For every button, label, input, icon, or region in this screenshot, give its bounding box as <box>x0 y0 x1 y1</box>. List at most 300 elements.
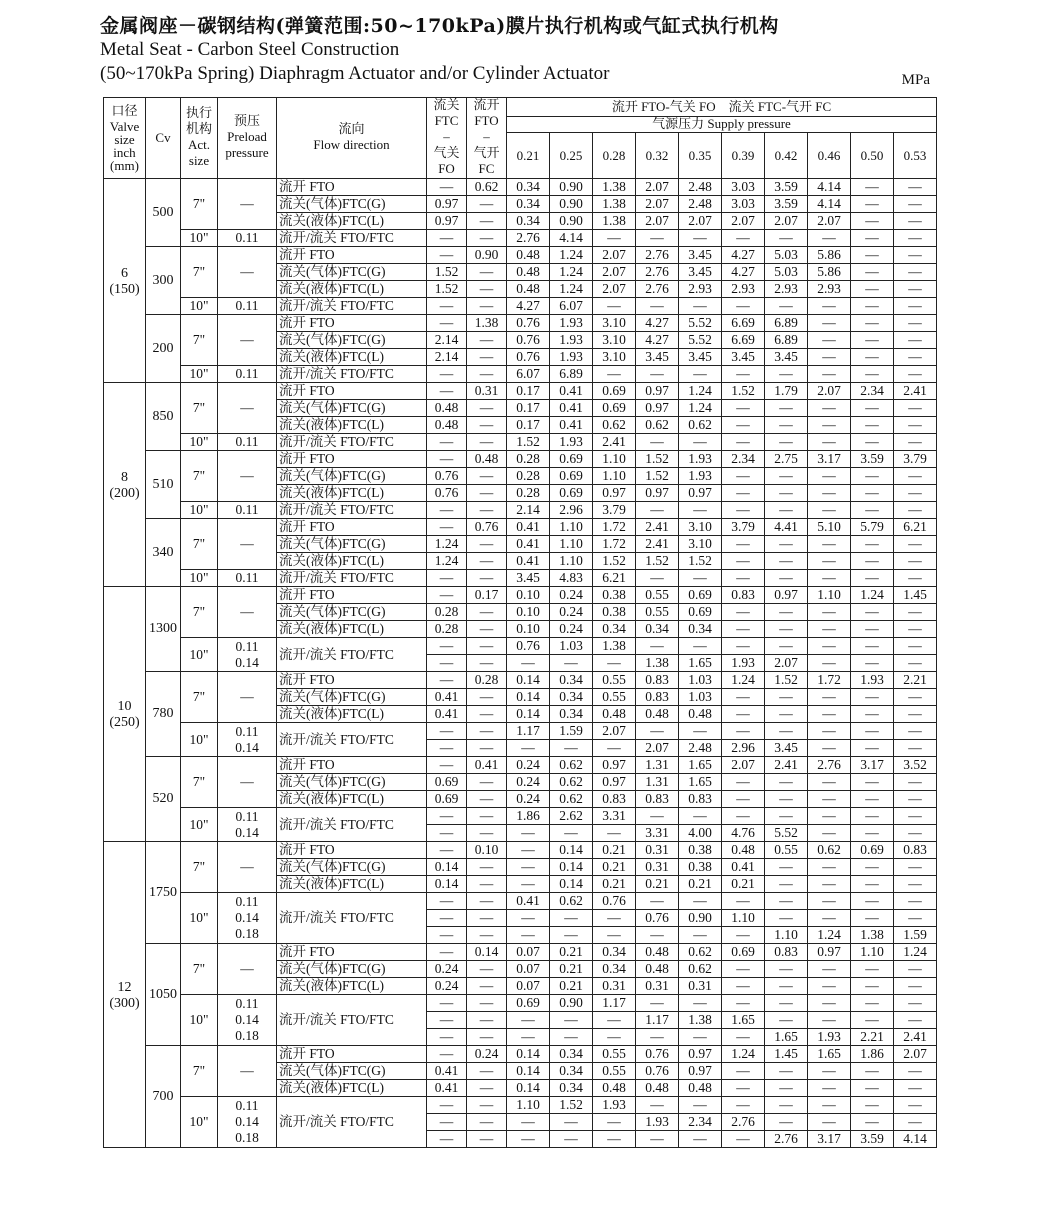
ftc-fo-cell: — <box>427 944 467 961</box>
value-cell: 1.93 <box>722 655 765 672</box>
ftc-fo-cell: 0.41 <box>427 689 467 706</box>
fto-fc-cell: — <box>467 791 507 808</box>
flow-direction-cell: 流开 FTO <box>277 757 427 774</box>
flow-direction-cell: 流开 FTO <box>277 672 427 689</box>
value-cell: — <box>636 927 679 944</box>
value-cell: — <box>550 1131 593 1148</box>
ftc-fo-cell: — <box>427 757 467 774</box>
value-cell: — <box>894 1097 937 1114</box>
table-row <box>104 519 937 536</box>
value-cell: 0.97 <box>765 587 808 604</box>
value-cell: 0.31 <box>679 978 722 995</box>
value-cell: — <box>722 978 765 995</box>
value-cell: 2.41 <box>636 536 679 553</box>
value-cell: 1.93 <box>550 434 593 451</box>
value-cell: 0.21 <box>679 876 722 893</box>
value-cell: 3.45 <box>636 349 679 366</box>
value-cell: 1.38 <box>593 179 636 196</box>
fto-fc-cell: — <box>467 1029 507 1046</box>
value-cell: — <box>679 502 722 519</box>
value-cell: 6.07 <box>550 298 593 315</box>
preload-cell <box>218 808 277 842</box>
value-cell: 1.93 <box>593 1097 636 1114</box>
value-cell: 1.24 <box>550 247 593 264</box>
value-cell: — <box>636 1029 679 1046</box>
fto-fc-cell: — <box>467 196 507 213</box>
value-cell: — <box>851 281 894 298</box>
value-cell: 1.24 <box>722 1046 765 1063</box>
ftc-fo-cell: — <box>427 298 467 315</box>
value-cell: — <box>851 689 894 706</box>
value-cell: 0.62 <box>593 417 636 434</box>
value-cell: 3.79 <box>722 519 765 536</box>
fto-fc-cell: — <box>467 264 507 281</box>
value-cell: 1.10 <box>550 519 593 536</box>
value-cell: — <box>894 400 937 417</box>
value-cell: — <box>851 774 894 791</box>
cv-cell: 510 <box>146 451 181 519</box>
value-cell: 0.69 <box>550 485 593 502</box>
value-cell: 2.41 <box>636 519 679 536</box>
ftc-fo-cell: 0.28 <box>427 604 467 621</box>
ftc-fo-cell: 0.76 <box>427 485 467 502</box>
ftc-fo-cell: 0.24 <box>427 961 467 978</box>
pressure-header: 0.46 <box>808 133 851 179</box>
pressure-header: 0.32 <box>636 133 679 179</box>
fto-fc-cell: 1.38 <box>467 315 507 332</box>
preload-cell: — <box>218 519 277 570</box>
value-cell: 0.55 <box>593 1063 636 1080</box>
value-cell: 0.83 <box>636 672 679 689</box>
value-cell: 0.31 <box>636 842 679 859</box>
fto-fc-cell: — <box>467 876 507 893</box>
value-cell: — <box>808 655 851 672</box>
value-cell: 2.93 <box>722 281 765 298</box>
value-cell: — <box>636 723 679 740</box>
value-cell: — <box>808 332 851 349</box>
flow-direction-cell: 流开/流关 FTO/FTC <box>277 366 427 383</box>
value-cell: 0.14 <box>550 876 593 893</box>
value-cell: 6.89 <box>765 315 808 332</box>
value-cell: — <box>593 1131 636 1148</box>
value-cell: 0.28 <box>507 451 550 468</box>
flow-direction-cell: 流关(气体)FTC(G) <box>277 774 427 791</box>
flow-direction-cell: 流关(液体)FTC(L) <box>277 978 427 995</box>
value-cell: — <box>851 230 894 247</box>
act-size-cell: 7" <box>181 842 218 893</box>
size-mm: (150) <box>109 281 140 297</box>
value-cell: — <box>722 1097 765 1114</box>
value-cell: — <box>851 791 894 808</box>
value-cell: 0.34 <box>550 689 593 706</box>
value-cell: — <box>894 485 937 502</box>
value-cell: 2.76 <box>808 757 851 774</box>
value-cell: 0.97 <box>679 1046 722 1063</box>
flow-direction-cell: 流关(液体)FTC(L) <box>277 553 427 570</box>
value-cell: 2.41 <box>894 383 937 400</box>
fto-fc-cell: 0.62 <box>467 179 507 196</box>
value-cell: 1.65 <box>722 1012 765 1029</box>
flow-direction-cell: 流关(气体)FTC(G) <box>277 468 427 485</box>
value-cell: 0.90 <box>550 213 593 230</box>
title-chinese: 金属阀座－碳钢结构(弹簧范围:50~170kPa)膜片执行机构或气缸式执行机构 <box>100 15 779 37</box>
fto-fc-cell: 0.41 <box>467 757 507 774</box>
value-cell: 0.24 <box>550 587 593 604</box>
value-cell: 2.14 <box>507 502 550 519</box>
act-size-cell: 7" <box>181 672 218 723</box>
preload-value: 0.14 <box>235 910 259 925</box>
value-cell: 0.48 <box>507 264 550 281</box>
flow-direction-cell: 流关(液体)FTC(L) <box>277 621 427 638</box>
title-english-1: Metal Seat - Carbon Steel Construction <box>100 39 400 60</box>
value-cell: 2.34 <box>722 451 765 468</box>
value-cell: 1.79 <box>765 383 808 400</box>
fto-fc-cell: — <box>467 1131 507 1148</box>
ftc-fo-cell: 0.48 <box>427 400 467 417</box>
value-cell: 0.48 <box>593 1080 636 1097</box>
value-cell: — <box>894 1114 937 1131</box>
fto-fc-cell: — <box>467 859 507 876</box>
value-cell: 3.59 <box>765 196 808 213</box>
value-cell: — <box>808 502 851 519</box>
value-cell: 0.14 <box>507 1080 550 1097</box>
value-cell: 2.07 <box>636 179 679 196</box>
value-cell: 0.83 <box>765 944 808 961</box>
header-preload: 预压 Preload pressure <box>218 98 277 179</box>
fto-fc-cell: — <box>467 349 507 366</box>
value-cell: 0.48 <box>636 961 679 978</box>
value-cell: 1.93 <box>679 468 722 485</box>
preload-value: 0.14 <box>235 1114 259 1129</box>
act-size-cell: 7" <box>181 247 218 298</box>
value-cell: — <box>894 774 937 791</box>
value-cell: 0.62 <box>550 791 593 808</box>
value-cell: 0.76 <box>636 1046 679 1063</box>
value-cell: — <box>894 791 937 808</box>
value-cell: — <box>765 621 808 638</box>
ftc-fo-cell: 0.14 <box>427 859 467 876</box>
header-size: 口径 Valve size inch (mm) <box>104 98 146 179</box>
table-row <box>104 179 937 196</box>
value-cell: 0.21 <box>550 978 593 995</box>
preload-value: 0.11 <box>235 1098 259 1113</box>
value-cell: 1.38 <box>636 655 679 672</box>
preload-cell <box>218 230 277 247</box>
value-cell: — <box>851 978 894 995</box>
value-cell: 2.48 <box>679 196 722 213</box>
value-cell: 0.69 <box>593 400 636 417</box>
value-cell: 0.90 <box>550 196 593 213</box>
value-cell: 4.14 <box>894 1131 937 1148</box>
ftc-fo-cell: — <box>427 315 467 332</box>
value-cell: 3.10 <box>593 349 636 366</box>
value-cell: 6.07 <box>507 366 550 383</box>
ftc-fo-cell: 0.41 <box>427 1080 467 1097</box>
preload-value: 0.18 <box>235 1130 259 1145</box>
flow-direction-cell: 流关(液体)FTC(L) <box>277 417 427 434</box>
fto-fc-cell: 0.28 <box>467 672 507 689</box>
valve-size-cell <box>104 587 146 842</box>
ftc-fo-cell: 2.14 <box>427 332 467 349</box>
value-cell: — <box>765 400 808 417</box>
value-cell: — <box>851 502 894 519</box>
fto-fc-cell: — <box>467 298 507 315</box>
value-cell: 0.97 <box>636 383 679 400</box>
value-cell: 1.10 <box>851 944 894 961</box>
value-cell: 0.55 <box>593 672 636 689</box>
value-cell: 0.48 <box>507 281 550 298</box>
value-cell: 0.76 <box>507 638 550 655</box>
value-cell: — <box>593 740 636 757</box>
value-cell: — <box>593 910 636 927</box>
value-cell: 0.97 <box>636 400 679 417</box>
value-cell: 2.41 <box>593 434 636 451</box>
value-cell: 2.48 <box>679 740 722 757</box>
value-cell: 0.55 <box>593 1046 636 1063</box>
ftc-fo-cell: — <box>427 910 467 927</box>
value-cell: 1.65 <box>808 1046 851 1063</box>
value-cell: — <box>851 570 894 587</box>
ftc-fo-cell: — <box>427 723 467 740</box>
value-cell: 0.55 <box>593 689 636 706</box>
value-cell: 3.10 <box>593 332 636 349</box>
ftc-fo-cell: 2.14 <box>427 349 467 366</box>
value-cell: 2.41 <box>894 1029 937 1046</box>
fto-fc-cell: 0.24 <box>467 1046 507 1063</box>
value-cell: — <box>808 1012 851 1029</box>
value-cell: 3.31 <box>636 825 679 842</box>
value-cell: 2.34 <box>679 1114 722 1131</box>
value-cell: — <box>808 893 851 910</box>
value-cell: — <box>507 876 550 893</box>
value-cell: — <box>894 315 937 332</box>
value-cell: — <box>851 808 894 825</box>
value-cell: — <box>894 468 937 485</box>
ftc-fo-cell: 1.52 <box>427 281 467 298</box>
value-cell: — <box>765 536 808 553</box>
act-size-cell: 7" <box>181 1046 218 1097</box>
value-cell: 0.34 <box>593 621 636 638</box>
value-cell: — <box>593 655 636 672</box>
value-cell: 0.55 <box>765 842 808 859</box>
flow-direction-cell: 流关(液体)FTC(L) <box>277 349 427 366</box>
value-cell: — <box>765 706 808 723</box>
value-cell: — <box>851 264 894 281</box>
cv-cell: 780 <box>146 672 181 757</box>
table-row <box>104 672 937 689</box>
value-cell: 1.52 <box>722 383 765 400</box>
ftc-fo-cell: 0.41 <box>427 1063 467 1080</box>
act-size-cell: 10" <box>181 893 218 944</box>
value-cell: 2.76 <box>722 1114 765 1131</box>
preload-cell: — <box>218 672 277 723</box>
value-cell: — <box>894 910 937 927</box>
value-cell: — <box>550 910 593 927</box>
value-cell: 4.00 <box>679 825 722 842</box>
value-cell: 4.14 <box>808 179 851 196</box>
value-cell: — <box>722 1131 765 1148</box>
value-cell: — <box>507 825 550 842</box>
value-cell: 0.76 <box>636 1063 679 1080</box>
value-cell: — <box>679 808 722 825</box>
table-row <box>104 451 937 468</box>
value-cell: — <box>765 434 808 451</box>
value-cell: 2.76 <box>636 281 679 298</box>
value-cell: 0.48 <box>722 842 765 859</box>
value-cell: 0.90 <box>550 995 593 1012</box>
value-cell: — <box>765 604 808 621</box>
value-cell: 1.65 <box>679 774 722 791</box>
value-cell: — <box>507 842 550 859</box>
size-inch: 8 <box>121 469 128 485</box>
value-cell: 5.86 <box>808 264 851 281</box>
value-cell: — <box>679 723 722 740</box>
ftc-fo-cell: — <box>427 1131 467 1148</box>
value-cell: — <box>593 927 636 944</box>
flow-direction-cell: 流关(气体)FTC(G) <box>277 1063 427 1080</box>
preload-value: 0.18 <box>235 1028 259 1043</box>
table-row <box>104 842 937 859</box>
ftc-fo-cell: 0.97 <box>427 196 467 213</box>
value-cell: — <box>722 893 765 910</box>
value-cell: — <box>636 366 679 383</box>
value-cell: 1.52 <box>507 434 550 451</box>
ftc-fo-cell: — <box>427 366 467 383</box>
pressure-header: 0.53 <box>894 133 937 179</box>
value-cell: 0.69 <box>851 842 894 859</box>
flow-direction-cell: 流关(气体)FTC(G) <box>277 400 427 417</box>
flow-direction-cell: 流关(气体)FTC(G) <box>277 264 427 281</box>
value-cell: — <box>851 553 894 570</box>
value-cell: 1.52 <box>679 553 722 570</box>
value-cell: 0.38 <box>593 587 636 604</box>
table-row <box>104 1097 937 1114</box>
value-cell: — <box>894 502 937 519</box>
value-cell: 0.34 <box>507 213 550 230</box>
value-cell: — <box>636 298 679 315</box>
act-size-cell: 7" <box>181 451 218 502</box>
value-cell: 0.41 <box>722 859 765 876</box>
ftc-fo-cell: — <box>427 179 467 196</box>
fto-fc-cell: — <box>467 740 507 757</box>
flow-direction-cell: 流开/流关 FTO/FTC <box>277 638 427 672</box>
value-cell: — <box>765 468 808 485</box>
value-cell: — <box>593 366 636 383</box>
value-cell: 5.79 <box>851 519 894 536</box>
value-cell: 6.69 <box>722 332 765 349</box>
value-cell: 1.93 <box>550 332 593 349</box>
value-cell: — <box>851 655 894 672</box>
value-cell: — <box>722 366 765 383</box>
value-cell: 2.76 <box>765 1131 808 1148</box>
value-cell: 3.45 <box>765 349 808 366</box>
value-cell: — <box>722 1029 765 1046</box>
value-cell: 0.69 <box>722 944 765 961</box>
preload-value: 0.11 <box>235 894 259 909</box>
preload-cell: — <box>218 247 277 298</box>
fto-fc-cell: — <box>467 604 507 621</box>
preload-value: 0.14 <box>235 739 259 755</box>
value-cell: 4.41 <box>765 519 808 536</box>
fto-fc-cell: — <box>467 995 507 1012</box>
value-cell: 3.10 <box>679 519 722 536</box>
unit-label: MPa <box>901 72 930 88</box>
value-cell: 1.38 <box>679 1012 722 1029</box>
fto-fc-cell: — <box>467 536 507 553</box>
value-cell: 1.10 <box>765 927 808 944</box>
value-cell: — <box>722 808 765 825</box>
act-size-cell: 7" <box>181 587 218 638</box>
value-cell: 3.45 <box>765 740 808 757</box>
preload-value: 0.11 <box>235 808 259 824</box>
value-cell: 2.07 <box>722 213 765 230</box>
value-cell: 0.31 <box>636 859 679 876</box>
value-cell: — <box>765 689 808 706</box>
preload-cell <box>218 298 277 315</box>
value-cell: — <box>722 1063 765 1080</box>
act-size-cell: 10" <box>181 366 218 383</box>
value-cell: 0.34 <box>550 1080 593 1097</box>
table-row <box>104 502 937 519</box>
value-cell: — <box>894 247 937 264</box>
value-cell: 3.03 <box>722 196 765 213</box>
value-cell: 4.27 <box>636 315 679 332</box>
title-english-2: (50~170kPa Spring) Diaphragm Actuator and/or Cylinder Actuator <box>100 63 610 84</box>
preload-cell: — <box>218 587 277 638</box>
value-cell: 0.14 <box>507 1046 550 1063</box>
flow-direction-cell: 流开 FTO <box>277 519 427 536</box>
value-cell: — <box>851 740 894 757</box>
value-cell: 1.17 <box>636 1012 679 1029</box>
value-cell: — <box>851 995 894 1012</box>
value-cell: 0.34 <box>550 706 593 723</box>
value-cell: 0.14 <box>507 706 550 723</box>
preload-cell: — <box>218 757 277 808</box>
ftc-fo-cell: — <box>427 893 467 910</box>
value-cell: — <box>851 910 894 927</box>
value-cell: 0.55 <box>636 587 679 604</box>
value-cell: — <box>894 621 937 638</box>
value-cell: — <box>507 927 550 944</box>
value-cell: 0.28 <box>507 485 550 502</box>
fto-fc-cell: — <box>467 825 507 842</box>
value-cell: — <box>550 1114 593 1131</box>
value-cell: 1.10 <box>550 553 593 570</box>
preload-cell <box>218 723 277 757</box>
value-cell: 0.62 <box>550 757 593 774</box>
value-cell: 2.07 <box>636 213 679 230</box>
value-cell: 3.59 <box>765 179 808 196</box>
value-cell: 0.07 <box>507 944 550 961</box>
value-cell: 1.24 <box>722 672 765 689</box>
value-cell: 1.03 <box>679 689 722 706</box>
value-cell: — <box>851 179 894 196</box>
value-cell: — <box>894 434 937 451</box>
value-cell: 0.97 <box>679 485 722 502</box>
table-header <box>104 98 937 179</box>
act-size-cell: 10" <box>181 434 218 451</box>
value-cell: 0.62 <box>808 842 851 859</box>
table-row <box>104 757 937 774</box>
ftc-fo-cell: 0.24 <box>427 978 467 995</box>
value-cell: — <box>894 264 937 281</box>
value-cell: 0.14 <box>507 689 550 706</box>
cv-cell: 520 <box>146 757 181 842</box>
value-cell: 0.69 <box>507 995 550 1012</box>
value-cell: 0.24 <box>507 757 550 774</box>
value-cell: — <box>851 876 894 893</box>
value-cell: 1.72 <box>593 536 636 553</box>
